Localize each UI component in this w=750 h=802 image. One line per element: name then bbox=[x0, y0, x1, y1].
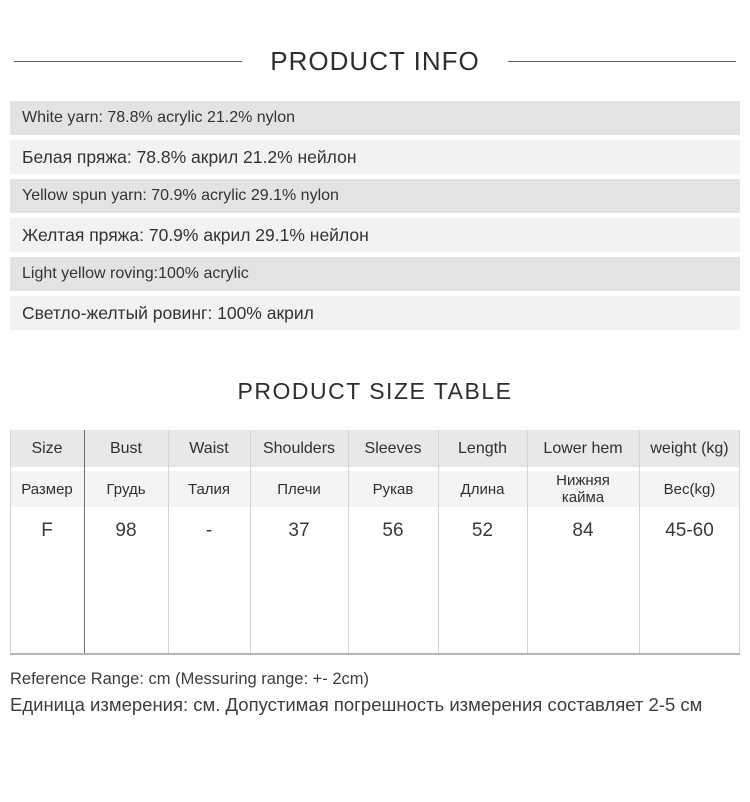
column-divider bbox=[527, 430, 528, 653]
header-size: Size bbox=[31, 439, 63, 457]
header-bust: Bust bbox=[109, 439, 142, 457]
size-table-row-f bbox=[10, 507, 740, 653]
material-row-yellow-yarn-ru: Желтая пряжа: 70.9% акрил 29.1% нейлон bbox=[10, 218, 740, 252]
column-divider bbox=[639, 430, 640, 653]
header-size-ru: Размер bbox=[21, 480, 73, 498]
material-row-white-yarn-en: White yarn: 78.8% acrylic 21.2% nylon bbox=[10, 101, 740, 135]
header-lower-hem-ru: Нижняя кайма bbox=[556, 472, 610, 506]
header-shoulders-ru: Плечи bbox=[277, 480, 321, 498]
size-table-header-en bbox=[10, 430, 740, 467]
column-divider bbox=[10, 430, 11, 653]
column-divider bbox=[438, 430, 439, 653]
value-weight: 45-60 bbox=[665, 520, 714, 541]
size-table bbox=[10, 430, 740, 655]
value-bust: 98 bbox=[115, 520, 137, 541]
measurement-notes bbox=[10, 669, 740, 716]
divider-line-left bbox=[14, 61, 242, 62]
column-divider bbox=[348, 430, 349, 653]
header-bust-ru: Грудь bbox=[106, 480, 146, 498]
material-info-list bbox=[10, 101, 740, 330]
measurement-note-ru: Единица измерения: см. Допустимая погрешность измерения составляет 2-5 см bbox=[10, 694, 703, 715]
material-row-roving-en: Light yellow roving:100% acrylic bbox=[10, 257, 740, 291]
value-waist: - bbox=[205, 520, 213, 541]
column-divider bbox=[84, 430, 85, 653]
header-sleeves-ru: Рукав bbox=[372, 480, 414, 498]
product-info-heading bbox=[14, 46, 736, 76]
header-waist: Waist bbox=[189, 439, 229, 457]
value-size: F bbox=[41, 520, 53, 541]
column-divider bbox=[739, 430, 740, 653]
header-weight-ru: Вес(kg) bbox=[663, 480, 716, 498]
measurement-note-en: Reference Range: cm (Messuring range: +- 2cm) bbox=[10, 670, 370, 688]
header-sleeves: Sleeves bbox=[364, 439, 422, 457]
header-length-ru: Длина bbox=[460, 480, 505, 498]
divider-line-right bbox=[508, 61, 736, 62]
material-row-yellow-yarn-en: Yellow spun yarn: 70.9% acrylic 29.1% nylon bbox=[10, 179, 740, 213]
size-table-title: PRODUCT SIZE TABLE bbox=[237, 378, 513, 404]
value-length: 52 bbox=[471, 520, 494, 541]
header-lower-hem: Lower hem bbox=[543, 439, 623, 457]
header-shoulders: Shoulders bbox=[262, 439, 336, 457]
value-lower-hem: 84 bbox=[572, 520, 594, 541]
header-length: Length bbox=[458, 439, 507, 457]
column-divider bbox=[250, 430, 251, 653]
product-info-title: PRODUCT INFO bbox=[270, 45, 480, 76]
material-row-white-yarn-ru: Белая пряжа: 78.8% акрил 21.2% нейлон bbox=[10, 140, 740, 174]
table-bottom-border bbox=[10, 653, 740, 655]
product-description-page bbox=[0, 46, 750, 802]
material-row-roving-ru: Светло-желтый ровинг: 100% акрил bbox=[10, 296, 740, 330]
header-weight: weight (kg) bbox=[650, 439, 729, 457]
value-sleeves: 56 bbox=[382, 520, 404, 541]
size-table-header-ru bbox=[10, 471, 740, 507]
header-waist-ru: Талия bbox=[187, 480, 231, 498]
column-divider bbox=[168, 430, 169, 653]
value-shoulders: 37 bbox=[288, 520, 310, 541]
